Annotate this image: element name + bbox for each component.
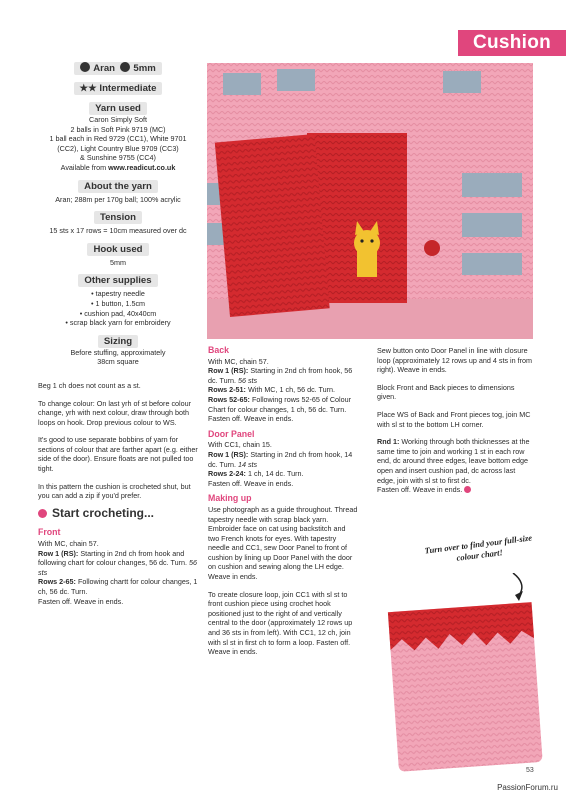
available-prefix: Available from bbox=[60, 162, 109, 172]
cushion-closeup-photo bbox=[207, 63, 533, 339]
about-yarn-section bbox=[38, 180, 198, 205]
sizing-line: 38cm square bbox=[97, 357, 139, 367]
back-intro: With MC, chain 57. bbox=[208, 356, 269, 366]
row-text: With MC, 1 ch, 56 dc. Turn. bbox=[247, 385, 336, 395]
row-text: 1 ch, 14 dc. Turn. bbox=[247, 469, 304, 479]
other-supplies-heading: Other supplies bbox=[78, 274, 157, 287]
door-panel-section bbox=[208, 430, 358, 489]
row-text: Following rows 52-65 of Colour Chart for colour changes, 1 ch, 56 dc. Turn. bbox=[208, 394, 352, 414]
yarn-line: 2 balls in Soft Pink 9719 (MC) bbox=[70, 124, 166, 134]
round-label: Rnd 1: bbox=[377, 437, 400, 447]
row-text: Starting in 2nd ch from hook, 56 dc. Turn. bbox=[208, 366, 353, 385]
right-paragraph: Place WS of Back and Front pieces tog, join MC with sl st to the bottom LH corner. bbox=[377, 409, 531, 429]
tension-section bbox=[38, 211, 198, 236]
tension-heading: Tension bbox=[94, 211, 142, 224]
supply-item: • scrap black yarn for embroidery bbox=[38, 318, 198, 328]
door-panel-heading: Door Panel bbox=[208, 428, 255, 439]
row-text: Starting in 2nd ch from hook and following chart for colour changes, 56 dc. Turn. bbox=[38, 548, 188, 568]
supply-item: • tapestry needle bbox=[38, 289, 198, 299]
row-label: Rows 2-65: bbox=[38, 577, 76, 587]
yarn-line: 1 ball each in Red 9729 (CC1), White 9701 bbox=[49, 134, 187, 144]
round-instruction bbox=[377, 437, 533, 485]
note: It's good to use separate bobbins of yarn for sections of colour that are farther apart (e.g. either side of the door). Ensure floats are not pulled too tight. bbox=[38, 435, 198, 474]
difficulty-pill bbox=[74, 82, 163, 95]
front-row bbox=[38, 577, 198, 596]
row-label: Rows 2-51: bbox=[208, 385, 246, 395]
hook-icon bbox=[120, 62, 130, 72]
supplies-list bbox=[38, 289, 198, 327]
front-section bbox=[38, 528, 198, 606]
door-panel-intro: With CC1, chain 15. bbox=[208, 440, 272, 450]
sizing-heading: Sizing bbox=[98, 335, 138, 348]
page-number: 53 bbox=[526, 767, 534, 774]
row-count: 14 sts bbox=[237, 459, 258, 469]
tension-text: 15 sts x 17 rows = 10cm measured over dc bbox=[49, 226, 187, 236]
row-label: Rows 2-24: bbox=[208, 469, 246, 479]
back-row bbox=[208, 366, 358, 385]
back-end: Fasten off. Weave in ends. bbox=[208, 414, 294, 424]
row-count: 56 sts bbox=[38, 558, 198, 577]
hook-used-section bbox=[38, 243, 198, 268]
hook-used-text: 5mm bbox=[110, 257, 126, 267]
making-up-section bbox=[208, 494, 358, 657]
hook-used-heading: Hook used bbox=[87, 243, 148, 256]
right-paragraph: Block Front and Back pieces to dimensions given. bbox=[377, 382, 515, 402]
note: In this pattern the cushion is crocheted shut, but you can add a zip if you'd prefer. bbox=[38, 481, 191, 501]
right-column bbox=[377, 346, 533, 495]
yarn-line: (CC2), Light Country Blue 9709 (CC3) bbox=[57, 143, 179, 153]
making-up-paragraph: Use photograph as a guide throughout. Thread tapestry needle with scrap black yarn. Embroider face on cat using backstitch and two French knots for eyes. With tapestry needle and CC1, sew Door Panel to front of cushion by lining up Door Panel with the door on cushion and sewing along the LH edge. Weave in ends. bbox=[208, 504, 358, 582]
sizing-line: Before stuffing, approximately bbox=[70, 347, 166, 357]
hook-size: 5mm bbox=[133, 63, 156, 74]
front-end: Fasten off. Weave in ends. bbox=[38, 596, 124, 606]
supply-item: • 1 button, 1.5cm bbox=[38, 299, 198, 309]
making-up-paragraph: To create closure loop, join CC1 with sl st to front cushion piece using crochet hook positioned just to the right of and vertically central to the door (approximately 12 rows up and 36 sts in from left). With CC1, 12 ch, join with sl st in first ch to form a loop. Fasten off. Weave in ends. bbox=[208, 589, 353, 657]
left-column bbox=[38, 62, 198, 606]
page-title: Cushion bbox=[472, 32, 552, 53]
spec-pill bbox=[74, 62, 162, 75]
pattern-notes bbox=[38, 381, 198, 501]
row-label: Row 1 (RS): bbox=[208, 449, 249, 459]
yarn-used-heading: Yarn used bbox=[89, 102, 147, 115]
yarn-weight: Aran bbox=[93, 63, 116, 74]
page-title-tab bbox=[458, 30, 566, 56]
right-paragraph: Sew button onto Door Panel in line with closure loop (approximately 12 rows up and 4 sts in from right). Weave in ends. bbox=[377, 346, 533, 375]
right-end-text: Fasten off. Weave in ends. bbox=[377, 485, 463, 495]
difficulty: ★★ Intermediate bbox=[79, 83, 157, 94]
watermark: PassionForum.ru bbox=[497, 783, 558, 792]
row-label: Row 1 (RS): bbox=[208, 366, 249, 376]
availability bbox=[38, 163, 198, 173]
door-row bbox=[208, 450, 358, 469]
supplier-link[interactable]: www.readicut.co.uk bbox=[108, 162, 176, 172]
back-heading: Back bbox=[208, 345, 230, 355]
yarn-used-section bbox=[38, 102, 198, 173]
supply-item: • cushion pad, 40x40cm bbox=[38, 309, 198, 319]
about-yarn-heading: About the yarn bbox=[78, 180, 158, 193]
row-text: Following chartt for colour changes, 1 ch, 56 dc. Turn. bbox=[38, 577, 198, 596]
front-row bbox=[38, 549, 198, 578]
middle-column bbox=[208, 346, 358, 665]
about-yarn-text: Aran; 288m per 170g ball; 100% acrylic bbox=[55, 194, 181, 204]
front-heading: Front bbox=[38, 527, 61, 538]
note: To change colour: On last yrh of st before colour change, yrh with next colour, draw through both loops on hook. Drop previous colour to WS. bbox=[38, 398, 192, 427]
front-intro: With MC, chain 57. bbox=[38, 539, 99, 549]
finished-cushion-illustration bbox=[385, 573, 545, 773]
cushion-photo-illustration bbox=[207, 63, 533, 339]
handwritten-note: Turn over to find your full-size colour chart! bbox=[424, 532, 533, 563]
section-dot-icon bbox=[38, 509, 47, 518]
back-section bbox=[208, 346, 358, 424]
yarn-line: Caron Simply Soft bbox=[89, 115, 147, 124]
row-text: Starting in 2nd ch from hook, 14 dc. Turn. bbox=[208, 449, 353, 469]
start-crocheting-heading bbox=[38, 505, 198, 520]
note: Beg 1 ch does not count as a st. bbox=[38, 380, 141, 390]
back-row bbox=[208, 385, 358, 395]
right-end bbox=[377, 485, 533, 495]
round-text: Working through both thicknesses at the same time to join and working 1 st in each row end, dc around three edges, leave bottom edge open and insert cushion pad, dc across last edge, join with sl st to first dc. bbox=[377, 437, 530, 485]
making-up-heading: Making up bbox=[208, 493, 252, 504]
cushion-photo bbox=[385, 573, 545, 773]
back-row bbox=[208, 395, 358, 414]
sizing-section bbox=[38, 335, 198, 367]
row-label: Rows 52-65: bbox=[208, 394, 250, 404]
yarn-ball-icon bbox=[80, 62, 90, 72]
other-supplies-section bbox=[38, 274, 198, 327]
end-dot-icon bbox=[464, 486, 471, 493]
yarn-line: & Sunshine 9755 (CC4) bbox=[80, 153, 156, 163]
door-panel-end: Fasten off. Weave in ends. bbox=[208, 478, 294, 488]
start-heading-text: Start crocheting... bbox=[52, 505, 155, 520]
row-count: 56 sts bbox=[237, 375, 258, 385]
row-label: Row 1 (RS): bbox=[38, 548, 79, 558]
door-row bbox=[208, 469, 358, 479]
